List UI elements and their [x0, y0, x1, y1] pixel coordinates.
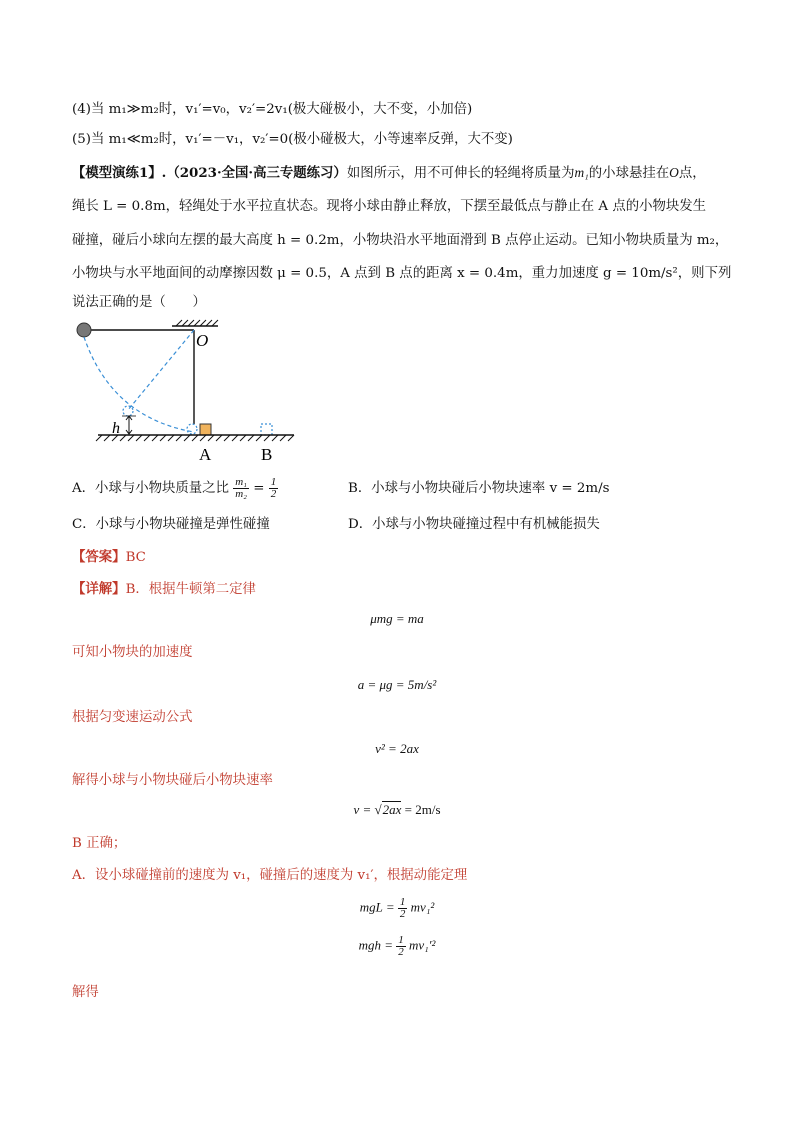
- label-h: h: [112, 420, 120, 437]
- condition-5: (5)当 m₁≪m₂时，v₁′=－v₁，v₂′=0(极小碰极大，小等速率反弹，大不变): [72, 132, 513, 147]
- answer-value: BC: [125, 550, 146, 565]
- label-b: B: [261, 445, 273, 464]
- detail-text-6: A．设小球碰撞前的速度为 v₁，碰撞后的速度为 v₁′，根据动能定理: [72, 868, 468, 883]
- option-c: C．小球与小物块碰撞是弹性碰撞: [72, 517, 270, 532]
- answer-line: [72, 549, 734, 566]
- block-b: [261, 424, 272, 435]
- ball-lowest: [187, 424, 197, 434]
- problem-line-3: 碰撞，碰后小球向左摆的最大高度 h = 0.2m，小物块沿水平地面滑到 B 点停止运动。已知小物块质量为 m₂，: [72, 233, 729, 248]
- pendulum-figure: [72, 318, 302, 466]
- ball-max-height: [123, 406, 133, 416]
- ground-hatch: [96, 435, 294, 441]
- detail-b-intro: B．根据牛顿第二定律: [125, 582, 256, 597]
- equation-2: a = μg = 5m/s²: [357, 677, 437, 692]
- problem-tag: 【模型演练1】.（2023·全国·高三专题练习）: [72, 165, 347, 181]
- problem-line-2: 绳长 L = 0.8m，轻绳处于水平拉直状态。现将小球由静止释放，下摆至最低点与静止在 A 点的小物块发生: [72, 199, 707, 214]
- detail-intro: [72, 581, 734, 598]
- equation-6: mgh = $\frac{1}{2}$ mv₁′²: [358, 934, 436, 958]
- detail-text-7: 解得: [72, 985, 99, 1000]
- ball: [77, 323, 91, 337]
- answer-label: 【答案】: [72, 549, 126, 565]
- point-o: O: [669, 165, 679, 180]
- dashed-rope: [128, 330, 194, 410]
- equation-3: v² = 2ax: [375, 741, 419, 756]
- detail-label: 【详解】: [72, 581, 126, 597]
- problem-text-1: 如图所示，用不可伸长的轻绳将质量为: [346, 166, 575, 181]
- problem-line-5: 说法正确的是（ ）: [72, 295, 206, 310]
- option-d: D．小球与小物块碰撞过程中有机械能损失: [348, 517, 600, 532]
- equation-1: μmg = ma: [370, 611, 424, 626]
- ratio-value-fraction: $\frac{1}{2}$: [270, 476, 277, 500]
- detail-text-5: B 正确；: [72, 836, 127, 851]
- label-o: O: [196, 331, 209, 350]
- equation-4: v = √2ax = 2m/s: [353, 802, 441, 817]
- equation-5: mgL = $\frac{1}{2}$ mv₁²: [359, 896, 435, 920]
- condition-4: (4)当 m₁≫m₂时，v₁′=v₀，v₂′=2v₁(极大碰极小，大不变，小加倍): [72, 102, 473, 117]
- option-a: A．小球与小物块质量之比 $\frac{\text{m₁}}{\text{m₂}}$ = $\frac{1}{2}$: [72, 476, 277, 500]
- detail-text-3: 根据匀变速运动公式: [72, 710, 193, 725]
- problem-text-1b: 的小球悬挂在: [588, 166, 670, 181]
- option-a-text: A．小球与小物块质量之比: [72, 481, 229, 496]
- swing-arc: [84, 337, 194, 432]
- problem-line-4: 小物块与水平地面间的动摩擦因数 μ = 0.5，A 点到 B 点的距离 x = 0.4m，重力加速度 g = 10m/s²，则下列: [72, 266, 732, 281]
- ceiling-hatch: [176, 320, 218, 326]
- detail-text-2: 可知小物块的加速度: [72, 645, 193, 660]
- mass-ratio-fraction: $\frac{\text{m₁}}{\text{m₂}}$: [235, 476, 248, 500]
- label-a: A: [199, 445, 212, 464]
- mass-m1: m₁: [574, 165, 589, 180]
- block-a: [200, 424, 211, 435]
- problem-text-1c: 点，: [678, 166, 706, 181]
- detail-text-4: 解得小球与小物块碰后小物块速率: [72, 773, 273, 788]
- problem-line-1: [72, 164, 734, 182]
- option-b: B．小球与小物块碰后小物块速率 v = 2m/s: [348, 481, 610, 496]
